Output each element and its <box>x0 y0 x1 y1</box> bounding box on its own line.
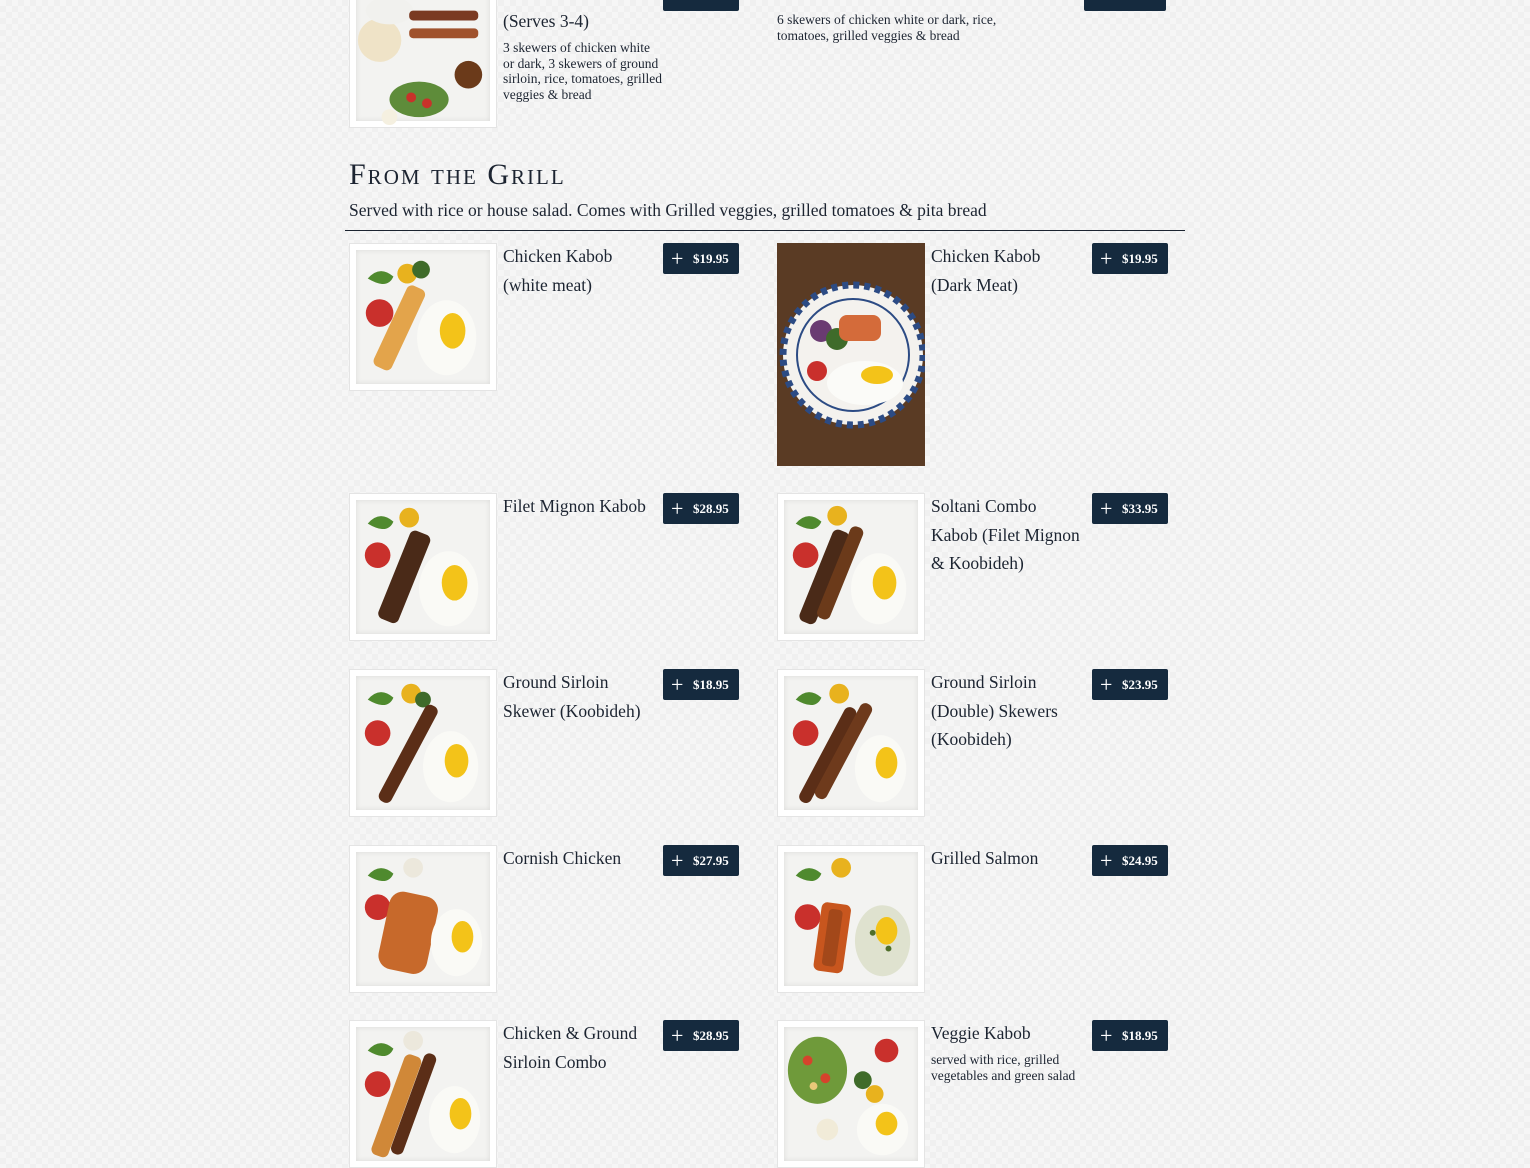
item-name: Soltani Combo Kabob (Filet Mignon & Koobideh) <box>931 496 1080 573</box>
add-item-button[interactable] <box>663 0 739 11</box>
item-photo[interactable] <box>349 243 497 391</box>
add-item-button[interactable] <box>663 493 739 524</box>
item-photo[interactable] <box>349 669 497 817</box>
item-price: $28.95 <box>693 1027 729 1043</box>
plus-icon: + <box>671 1022 684 1048</box>
plus-icon: + <box>1100 245 1113 271</box>
item-name: Ground Sirloin (Double) Skewers (Koobideh) <box>931 672 1058 749</box>
item-name: Chicken & Ground Sirloin Combo <box>503 1023 638 1072</box>
item-price: $24.95 <box>1122 852 1158 868</box>
item-price: $19.95 <box>693 250 729 266</box>
add-item-button[interactable] <box>663 669 739 700</box>
item-photo[interactable] <box>777 243 925 466</box>
item-price: $18.95 <box>693 676 729 692</box>
veggie-kabob-image <box>778 1021 924 1167</box>
section-title: From the Grill <box>349 158 566 191</box>
item-name: Filet Mignon Kabob <box>503 496 646 516</box>
item-name: (Serves 3-4) <box>503 11 590 31</box>
chicken-koobideh-combo-image <box>350 1021 496 1167</box>
plus-icon: + <box>671 245 684 271</box>
item-name: Chicken Kabob (white meat) <box>503 246 613 295</box>
item-description: served with rice, grilled vegetables and green salad <box>931 1052 1076 1083</box>
item-photo[interactable] <box>349 1020 497 1168</box>
grilled-salmon-image <box>778 846 924 992</box>
item-photo[interactable] <box>349 493 497 641</box>
add-item-button[interactable] <box>1084 0 1166 11</box>
item-name: Veggie Kabob <box>931 1023 1031 1043</box>
item-price: $19.95 <box>1122 250 1158 266</box>
double-koobideh-image <box>778 670 924 816</box>
plus-icon: + <box>1100 847 1113 873</box>
item-description: 3 skewers of chicken white or dark, 3 skewers of ground sirloin, rice, tomatoes, grilled veggies & bread <box>503 40 662 102</box>
item-photo[interactable] <box>349 845 497 993</box>
add-item-button[interactable] <box>1092 1020 1168 1051</box>
item-price: $33.95 <box>1122 500 1158 516</box>
plus-icon: + <box>1100 671 1113 697</box>
item-price: $23.95 <box>1122 676 1158 692</box>
item-name: Chicken Kabob (Dark Meat) <box>931 246 1041 295</box>
add-item-button[interactable] <box>1092 669 1168 700</box>
add-item-button[interactable] <box>663 243 739 274</box>
item-name: Cornish Chicken <box>503 848 622 868</box>
plus-icon: + <box>671 671 684 697</box>
add-item-button[interactable] <box>1092 845 1168 876</box>
add-item-button[interactable] <box>1092 493 1168 524</box>
item-photo[interactable] <box>777 669 925 817</box>
item-price: $18.95 <box>1122 1027 1158 1043</box>
koobideh-image <box>350 670 496 816</box>
item-photo[interactable] <box>349 0 497 128</box>
add-item-button[interactable] <box>1092 243 1168 274</box>
add-item-button[interactable] <box>663 845 739 876</box>
filet-mignon-image <box>350 494 496 640</box>
item-name: Grilled Salmon <box>931 848 1039 868</box>
section-divider <box>345 230 1185 231</box>
item-photo[interactable] <box>777 493 925 641</box>
platter-image <box>350 0 496 127</box>
item-photo[interactable] <box>777 845 925 993</box>
item-price: $28.95 <box>693 500 729 516</box>
section-subtitle: Served with rice or house salad. Comes with Grilled veggies, grilled tomatoes & pita bread <box>349 200 987 220</box>
plus-icon: + <box>1100 495 1113 521</box>
item-photo[interactable] <box>777 1020 925 1168</box>
item-price: $27.95 <box>693 852 729 868</box>
plus-icon: + <box>671 495 684 521</box>
chicken-kabob-dark-image <box>777 243 925 466</box>
plus-icon: + <box>671 847 684 873</box>
cornish-chicken-image <box>350 846 496 992</box>
item-name: Ground Sirloin Skewer (Koobideh) <box>503 672 641 721</box>
chicken-kabob-image <box>350 244 496 390</box>
item-description: 6 skewers of chicken white or dark, rice, tomatoes, grilled veggies & bread <box>777 12 997 43</box>
add-item-button[interactable] <box>663 1020 739 1051</box>
plus-icon: + <box>1100 1022 1113 1048</box>
soltani-combo-image <box>778 494 924 640</box>
